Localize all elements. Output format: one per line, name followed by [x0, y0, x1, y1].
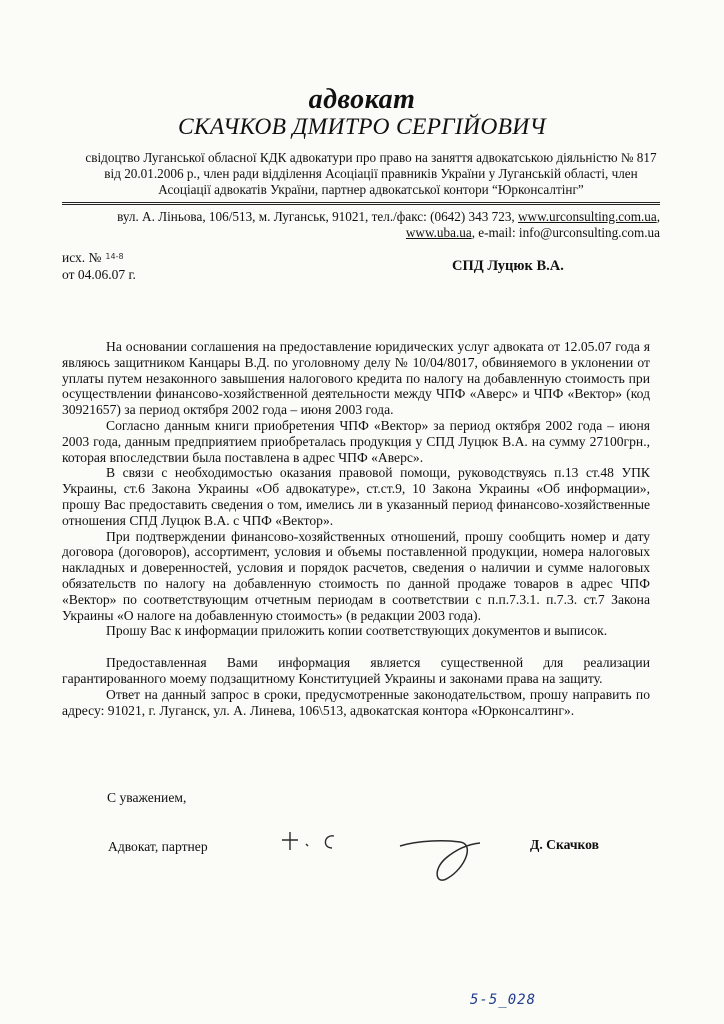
- contacts-separator: ,: [656, 209, 660, 224]
- letterhead-role: адвокат: [308, 84, 416, 115]
- handwritten-signature: [270, 818, 510, 893]
- signer-title: Адвокат, партнер: [108, 839, 208, 854]
- addressee: СПД Луцюк В.А.: [452, 258, 564, 274]
- letterhead-contacts: [70, 209, 660, 241]
- body-paragraph: В связи с необходимостью оказания правовой помощи, руководствуясь п.13 ст.48 УПК Украины, ст.6 Закона Украины «Об адвокатуре», ст.ст.9, 10 Закона Украины «Об информации», прошу Вас предоставить сведения о том, имелись ли в указанный период финансово-хозяйственные отношения СПД Луцюк В.А. с ЧПФ «Вектор».: [62, 465, 650, 528]
- website-link-1[interactable]: www.urconsulting.com.ua: [518, 209, 657, 224]
- outgoing-reference: [62, 248, 136, 283]
- contacts-address: вул. А. Ліньова, 106/513, м. Луганськ, 91021, тел./факс: (0642) 343 723,: [117, 209, 519, 224]
- outgoing-date: от 04.06.07 г.: [62, 267, 136, 282]
- body-paragraph: При подтверждении финансово-хозяйственных отношений, прошу сообщить номер и дату договора (договоров), ассортимент, условия и объемы поставленной продукции, номера налоговых накладных и доверенностей, условия и порядок расчетов, сведения о наличии и сумме налоговых обязательств по налогу на добавленную стоимость по данной продаже товаров в адрес ЧПФ «Вектор» по соответствующим отчетным периодам в соответствии с п.п.7.3.1. п.7.3. ст.7 Закона Украины «О налоге на добавленную стоимость» (в редакции 2003 года).: [62, 528, 650, 623]
- body-paragraph: Предоставленная Вами информация является существенной для реализации гарантированного моему подзащитному Конституцией Украины и законами права на защиту.: [62, 655, 650, 686]
- letterhead-divider-top: [62, 202, 660, 203]
- body-paragraph: Согласно данным книги приобретения ЧПФ «Вектор» за период октября 2002 года – июня 2003 года, данным предприятием приобреталась продукция у СПД Луцюк В.А. на сумму 27100грн., которая впоследствии была поставлена в адрес ЧПФ «Аверс».: [62, 417, 650, 465]
- contacts-email: , e-mail: info@urconsulting.com.ua: [471, 225, 660, 240]
- signature-stroke-initial: [282, 832, 308, 850]
- letterhead-name: СКАЧКОВ ДМИТРО СЕРГІЙОВИЧ: [177, 114, 547, 140]
- letterhead-divider-bottom: [62, 204, 660, 205]
- signature-stroke-main: [400, 841, 480, 880]
- outgoing-number-label: исх. №: [62, 250, 102, 265]
- outgoing-number-handwritten: 14-8: [105, 252, 124, 261]
- signature-stroke-c: [325, 836, 334, 848]
- website-link-2[interactable]: www.uba.ua: [405, 225, 472, 240]
- body-paragraph: Прошу Вас к информации приложить копии соответствующих документов и выписок.: [106, 623, 608, 639]
- outgoing-number-line: [62, 248, 136, 266]
- signer-name: Д. Скачков: [530, 837, 599, 852]
- body-paragraph: Ответ на данный запрос в сроки, предусмотренные законодательством, прошу направить по адресу: 91021, г. Луганск, ул. А. Линева, 106\513, адвокатская контора «Юрконсалтинг».: [62, 686, 650, 718]
- body-paragraph: На основании соглашения на предоставление юридических услуг адвоката от 12.05.07 года я являюсь защитником Канцары В.Д. по уголовному делу № 10/04/8017, обвиняемого в уклонении от уплаты путем незаконного завышения налогового кредита по налогу на добавленную стоимость при осуществлении финансово-хозяйственной деятельности между ЧПФ «Аверс» и ЧПФ «Вектор» (код 30921657) за период октября 2002 года – июня 2003 года.: [62, 339, 650, 418]
- letterhead-credentials: свідоцтво Луганської обласної КДК адвокатури про право на заняття адвокатською діяльністю № 817 від 20.01.2006 р., член ради відділення Асоціації правників України у Луганській області, член Асоціації адвокатів України, партнер адвокатської контори “Юрконсалтінг”: [85, 150, 657, 197]
- letter-body: [62, 339, 650, 718]
- stamp-number: 5-5_028: [470, 992, 537, 1008]
- closing-salutation: С уважением,: [107, 790, 187, 805]
